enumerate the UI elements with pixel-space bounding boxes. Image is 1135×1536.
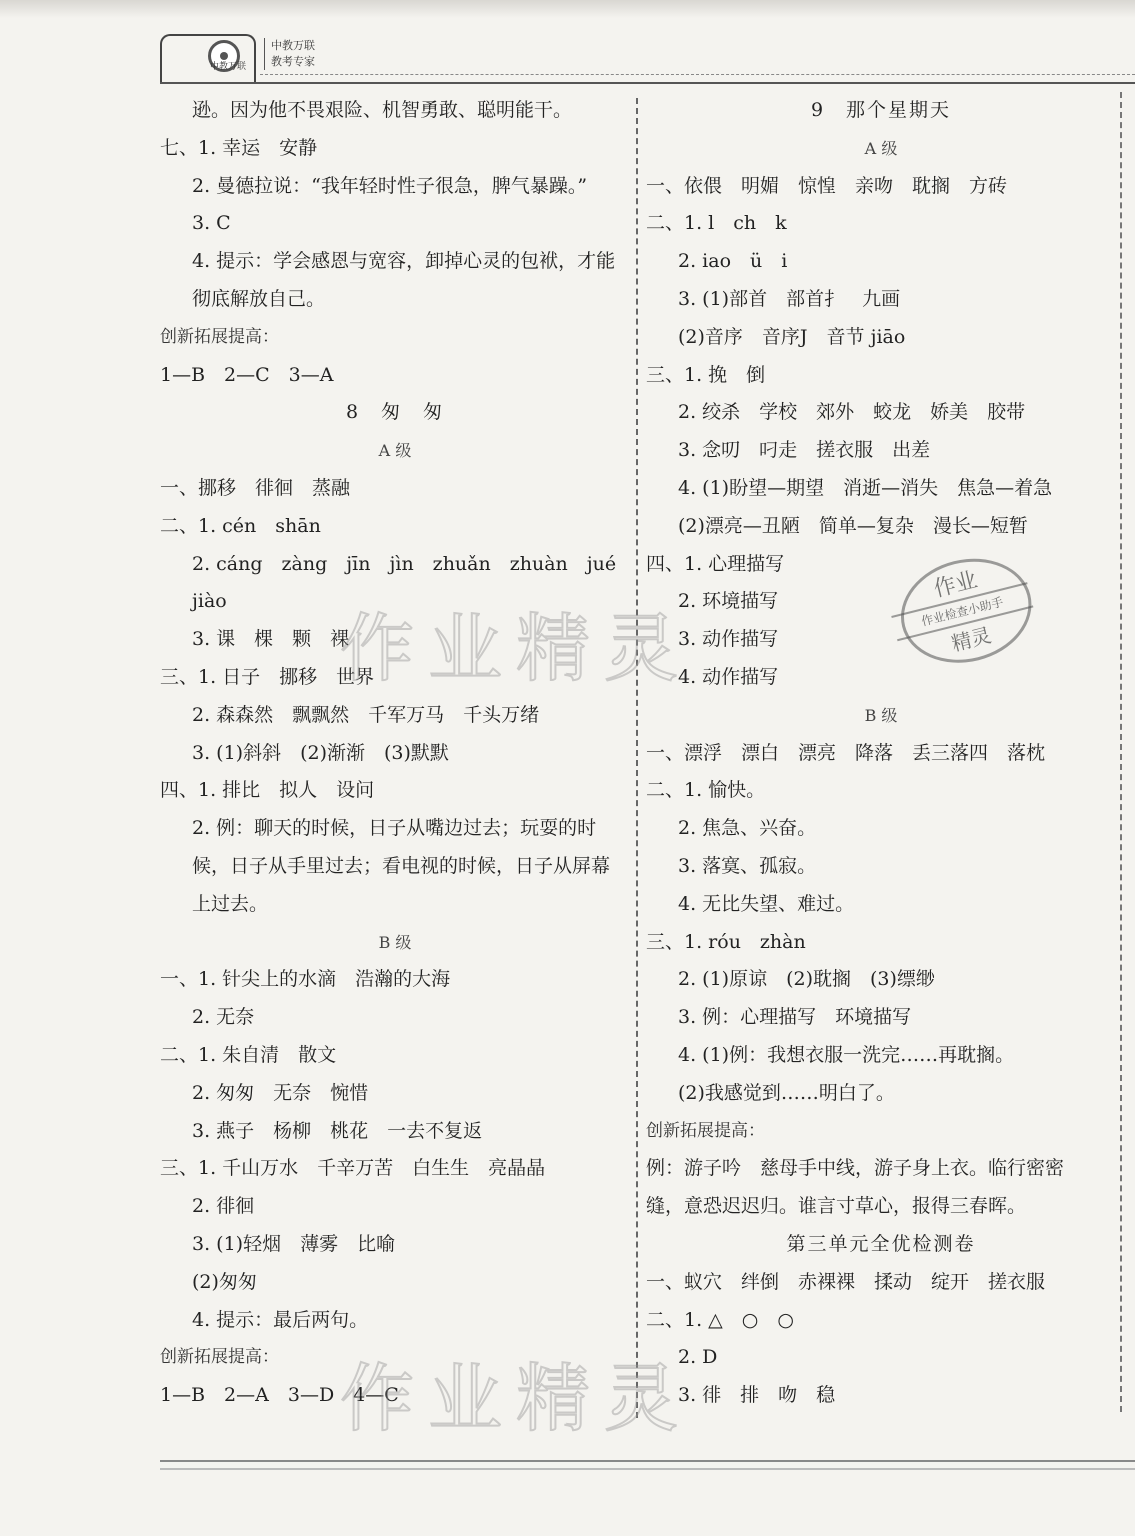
answer-line: 缝，意恐迟迟归。谁言寸草心，报得三春晖。 bbox=[646, 1195, 1027, 1218]
subsection-heading: 创新拓展提高： bbox=[646, 1120, 765, 1141]
answer-line: 4. 无比失望、难过。 bbox=[678, 892, 855, 915]
answer-line: 2. cáng zàng jīn jìn zhuǎn zhuàn jué bbox=[192, 552, 617, 575]
answer-line: 1—B 2—C 3—A bbox=[160, 363, 334, 386]
answer-line: (2)漂亮—丑陋 简单—复杂 漫长—短暂 bbox=[678, 514, 1028, 537]
answer-line: 1—B 2—A 3—D 4—C bbox=[160, 1384, 399, 1407]
page-top-edge bbox=[0, 0, 1135, 18]
column-divider bbox=[636, 98, 638, 1418]
answer-line: 七、1. 幸运 安静 bbox=[160, 136, 318, 159]
level-heading: A 级 bbox=[864, 138, 898, 158]
answer-line: 三、1. 挽 倒 bbox=[646, 363, 766, 386]
brand-line2: 教考专家 bbox=[271, 55, 315, 68]
answer-line: 2. 曼德拉说：“我年轻时性子很急，脾气暴躁。” bbox=[192, 174, 588, 197]
watermark-upper: 作业精灵 bbox=[340, 606, 692, 692]
header-rule bbox=[160, 82, 1135, 84]
answer-line: 3. 徘 排 吻 稳 bbox=[678, 1384, 836, 1407]
answer-line: 4. (1)例：我想衣服一洗完……再耽搁。 bbox=[678, 1043, 1015, 1066]
answer-line: 2. 徘徊 bbox=[192, 1195, 255, 1218]
answer-line: (2)音序 音序J 音节 jiāo bbox=[678, 325, 906, 348]
answer-line: 一、挪移 徘徊 蒸融 bbox=[160, 476, 351, 499]
answer-line: 3. (1)轻烟 薄雾 比喻 bbox=[192, 1232, 396, 1255]
answer-line: 四、1. 心理描写 bbox=[646, 552, 785, 575]
answer-line: 三、1. 日子 挪移 世界 bbox=[160, 665, 375, 688]
answer-line: 3. 例：心理描写 环境描写 bbox=[678, 1006, 912, 1029]
answer-line: 四、1. 排比 拟人 设问 bbox=[160, 779, 375, 802]
answer-line: 4. (1)盼望—期望 消逝—消失 焦急—着急 bbox=[678, 476, 1053, 499]
answer-line: 2. 匆匆 无奈 惋惜 bbox=[192, 1081, 369, 1104]
answer-line: 上过去。 bbox=[192, 892, 269, 915]
right-edge-divider bbox=[1120, 92, 1122, 1412]
answer-line: (2)我感觉到……明白了。 bbox=[678, 1081, 895, 1104]
answer-line: 三、1. róu zhàn bbox=[646, 930, 806, 953]
left-column bbox=[160, 92, 630, 1415]
answer-line: (2)匆匆 bbox=[192, 1270, 257, 1293]
answer-line: 2. 焦急、兴奋。 bbox=[678, 817, 817, 840]
answer-line: 一、漂浮 漂白 漂亮 降落 丢三落四 落枕 bbox=[646, 741, 1046, 764]
answer-line: 2. 森森然 飘飘然 千军万马 千头万绪 bbox=[192, 703, 540, 726]
answer-line: 二、1. l ch k bbox=[646, 212, 787, 235]
answer-line: 2. 环境描写 bbox=[678, 590, 779, 613]
answer-line: 一、1. 针尖上的水滴 浩瀚的大海 bbox=[160, 968, 451, 991]
header-dashed-rule bbox=[260, 74, 1135, 75]
subsection-heading: 创新拓展提高： bbox=[160, 326, 279, 347]
answer-line: 二、1. 朱自清 散文 bbox=[160, 1043, 337, 1066]
stamp-band-text: 作业检查小助手 bbox=[891, 582, 1033, 641]
answer-line: 3. 课 棵 颗 裸 bbox=[192, 628, 350, 651]
brand-line1: 中教万联 bbox=[271, 39, 315, 52]
answer-line: 二、1. cén shān bbox=[160, 514, 321, 537]
right-column bbox=[646, 92, 1116, 1415]
answer-line: 三、1. 千山万水 千辛万苦 白生生 亮晶晶 bbox=[160, 1157, 546, 1180]
answer-line: 二、1. △ ○ ○ bbox=[646, 1308, 794, 1331]
answer-line: 2. 绞杀 学校 郊外 蛟龙 娇美 胶带 bbox=[678, 401, 1026, 424]
level-heading: B 级 bbox=[378, 932, 412, 952]
footer-rule bbox=[160, 1460, 1135, 1470]
answer-line: 2. 例：聊天的时候，日子从嘴边过去；玩耍的时 bbox=[192, 817, 597, 840]
answer-line: 一、蚁穴 绊倒 赤裸裸 揉动 绽开 搓衣服 bbox=[646, 1270, 1046, 1293]
answer-line: 二、1. 愉快。 bbox=[646, 779, 766, 802]
answer-line: 例：游子吟 慈母手中线，游子身上衣。临行密密 bbox=[646, 1157, 1065, 1180]
level-heading: B 级 bbox=[864, 705, 898, 725]
answer-line: 3. (1)斜斜 (2)渐渐 (3)默默 bbox=[192, 741, 449, 764]
logo-text: 中教万联 bbox=[210, 62, 247, 72]
page-header bbox=[160, 34, 1135, 84]
stamp-bottom-text: 精灵 bbox=[948, 622, 994, 656]
answer-line: 彻底解放自己。 bbox=[192, 287, 326, 310]
watermark-lower: 作业精灵 bbox=[340, 1356, 692, 1442]
section-title: 第三单元全优检测卷 bbox=[786, 1232, 976, 1255]
answer-line: 3. 动作描写 bbox=[678, 628, 779, 651]
section-title: 8 匆 匆 bbox=[345, 401, 445, 424]
brand-block bbox=[264, 38, 315, 70]
answer-line: 4. 提示：最后两句。 bbox=[192, 1308, 369, 1331]
answer-line: 3. 燕子 杨柳 桃花 一去不复返 bbox=[192, 1119, 483, 1142]
answer-line: 一、依偎 明媚 惊惶 亲吻 耽搁 方砖 bbox=[646, 174, 1008, 197]
answer-line: 3. 落寞、孤寂。 bbox=[678, 854, 817, 877]
answer-line: 2. 无奈 bbox=[192, 1006, 255, 1029]
answer-line: jiào bbox=[192, 590, 227, 613]
answer-line: 4. 提示：学会感恩与宽容，卸掉心灵的包袱，才能 bbox=[192, 250, 616, 273]
answer-line: 2. (1)原谅 (2)耽搁 (3)缥缈 bbox=[678, 968, 935, 991]
answer-line: 3. (1)部首 部首扌 九画 bbox=[678, 287, 901, 310]
answer-line: 逊。因为他不畏艰险、机智勇敢、聪明能干。 bbox=[192, 99, 573, 121]
subsection-heading: 创新拓展提高： bbox=[160, 1347, 279, 1368]
answer-line: 3. 念叨 叼走 搓衣服 出差 bbox=[678, 439, 931, 462]
answer-line: 候，日子从手里过去；看电视的时候，日子从屏幕 bbox=[192, 854, 611, 877]
answer-line: 2. D bbox=[678, 1346, 718, 1369]
section-title: 9 那个星期天 bbox=[810, 99, 952, 121]
answer-line: 3. C bbox=[192, 212, 231, 235]
answer-line: 2. iao ü i bbox=[678, 250, 788, 273]
stamp-top-text: 作业 bbox=[931, 567, 981, 603]
answer-line: 4. 动作描写 bbox=[678, 665, 779, 688]
level-heading: A 级 bbox=[378, 441, 412, 461]
